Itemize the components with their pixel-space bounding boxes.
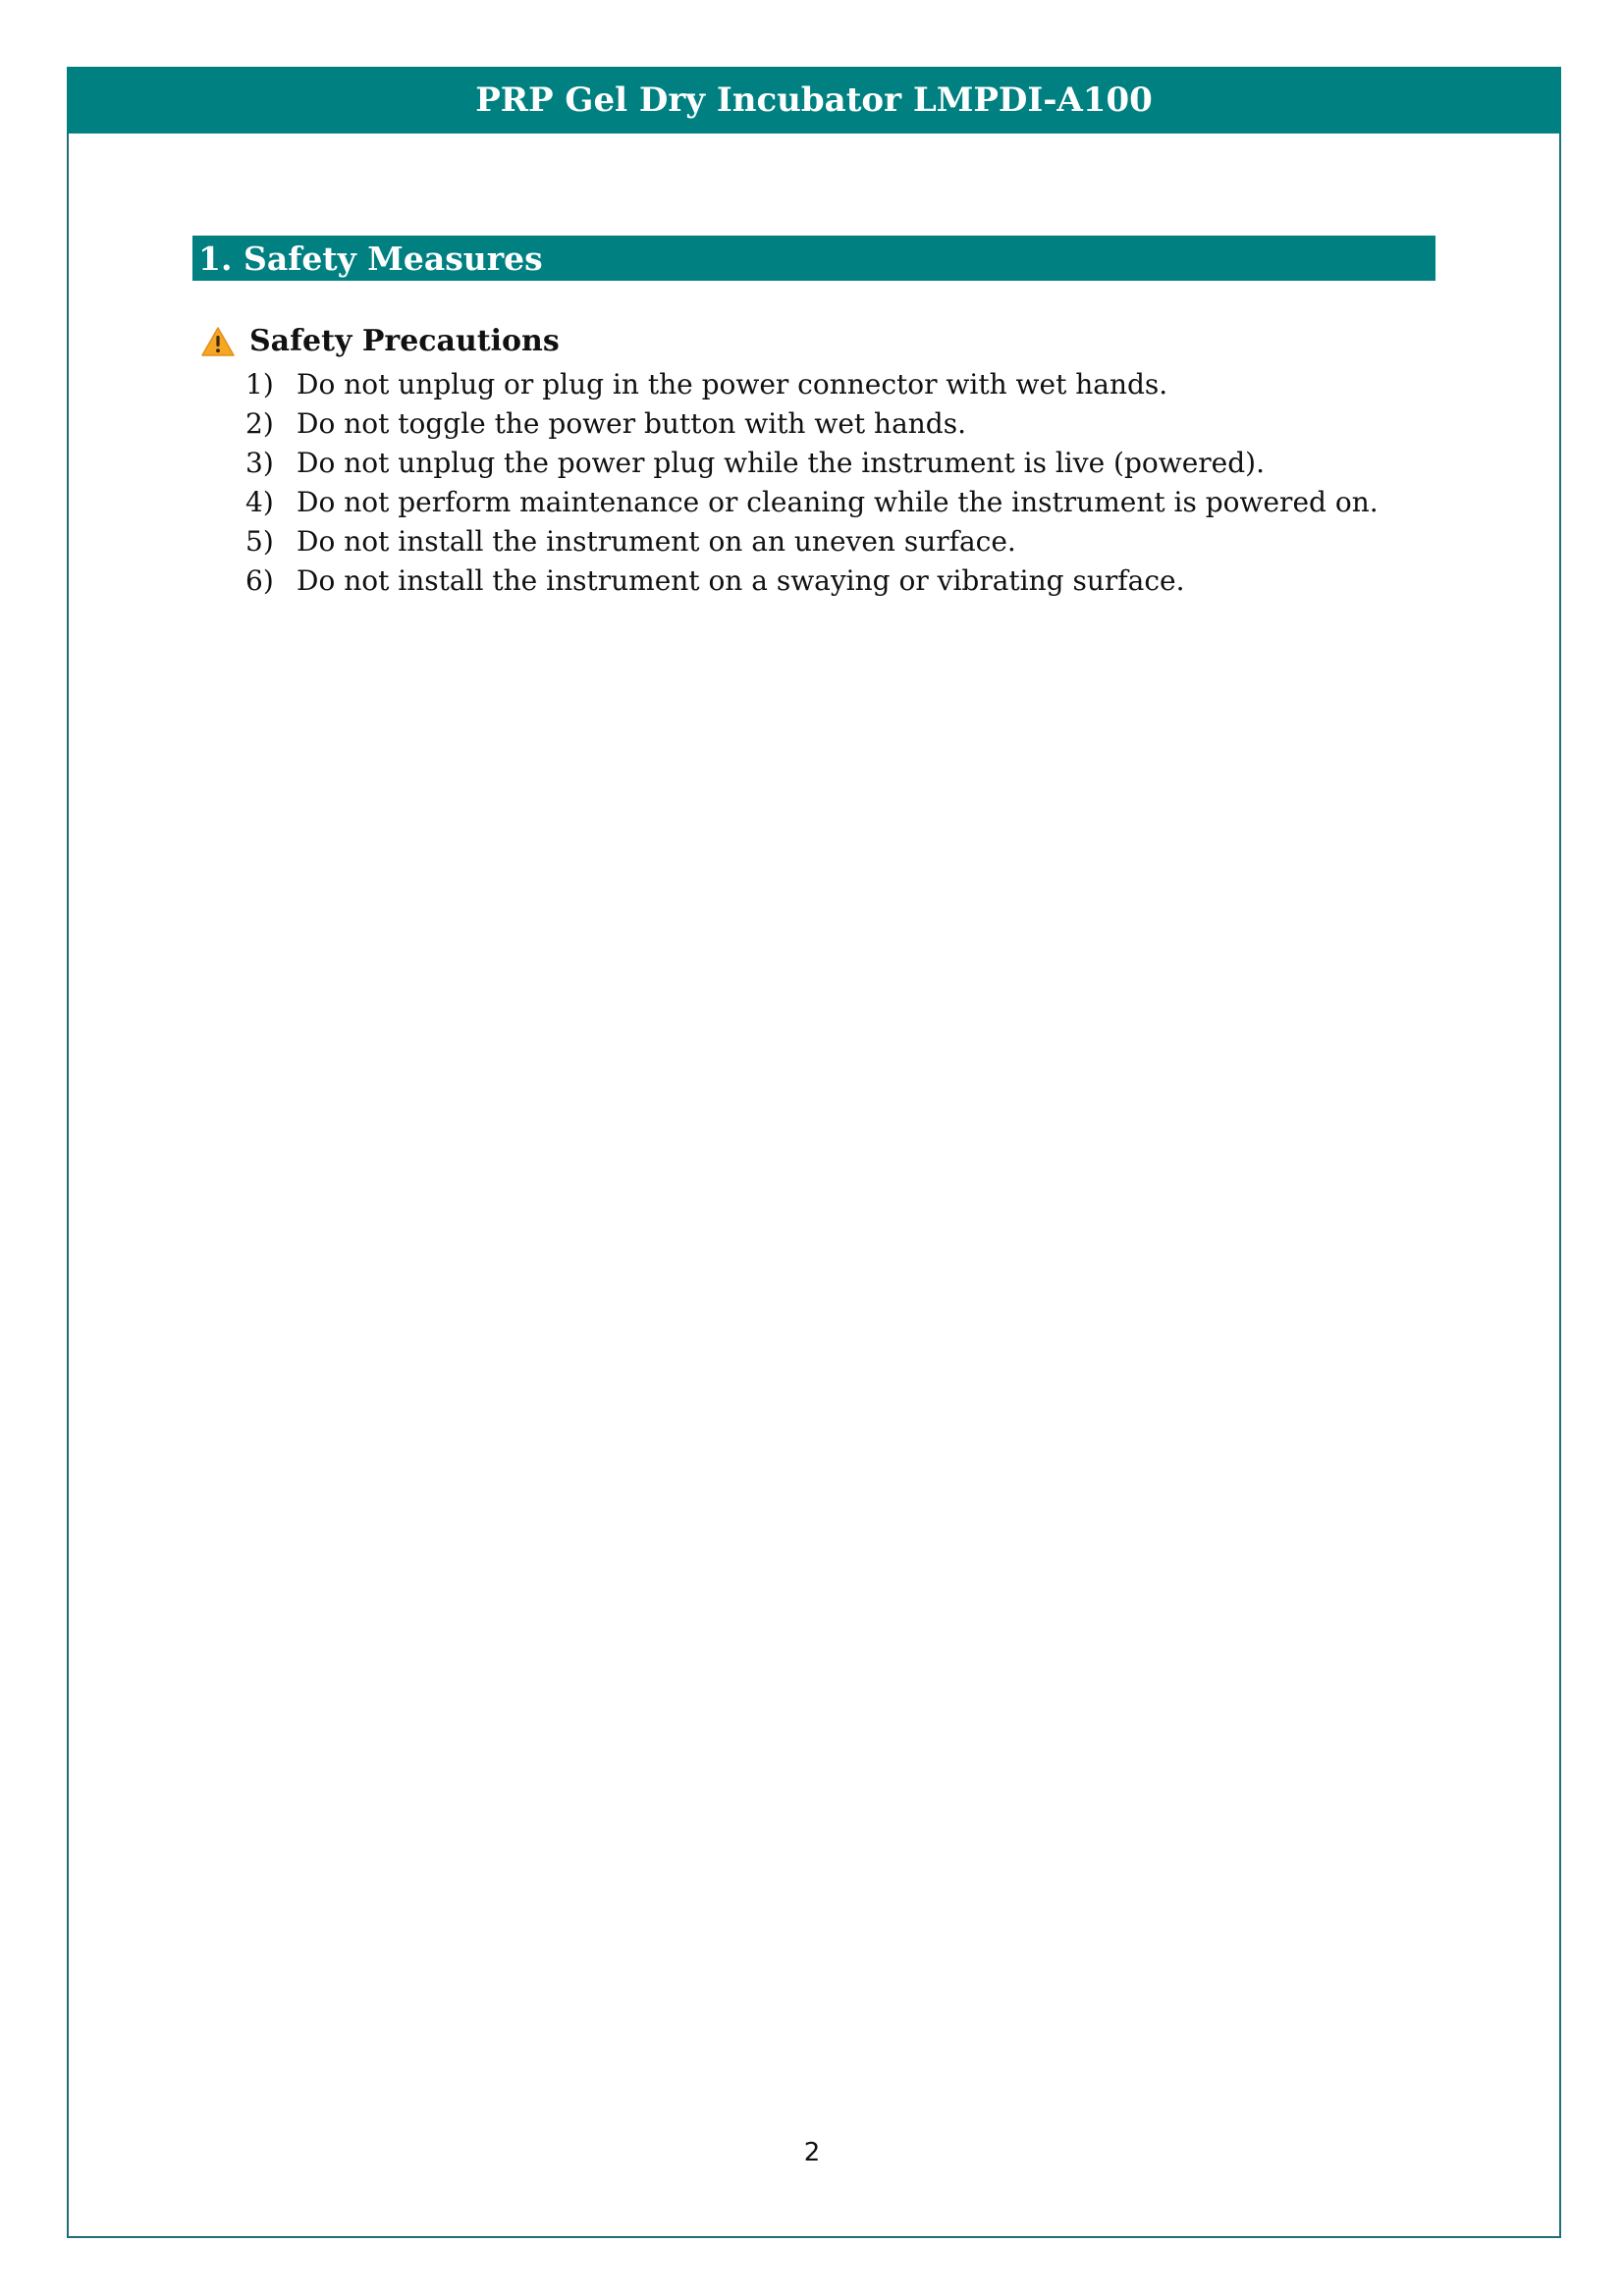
- list-item-number: 6): [245, 564, 274, 597]
- list-item-text: Do not unplug the power plug while the instrument is live (powered).: [297, 447, 1265, 479]
- section-title: Safety Measures: [244, 239, 543, 278]
- document-title: PRP Gel Dry Incubator LMPDI-A100: [475, 80, 1153, 120]
- list-item: [245, 365, 1379, 404]
- list-item-text: Do not unplug or plug in the power connector with wet hands.: [297, 368, 1168, 400]
- list-item: [245, 444, 1379, 483]
- list-item: [245, 404, 1379, 444]
- list-item-number: 2): [245, 407, 274, 440]
- page-number: 2: [803, 2138, 821, 2167]
- list-item: [245, 483, 1379, 522]
- section-heading: [192, 236, 1435, 281]
- subsection-heading: [200, 324, 560, 358]
- list-item: [245, 561, 1379, 601]
- list-item-text: Do not install the instrument on a swaying or vibrating surface.: [297, 564, 1185, 597]
- list-item-text: Do not toggle the power button with wet hands.: [297, 407, 966, 440]
- list-item-number: 1): [245, 368, 274, 400]
- list-item-number: 3): [245, 447, 274, 479]
- list-item-number: 4): [245, 486, 274, 518]
- list-item-text: Do not perform maintenance or cleaning while the instrument is powered on.: [297, 486, 1379, 518]
- list-item-text: Do not install the instrument on an uneven surface.: [297, 525, 1016, 558]
- document-header: [67, 67, 1561, 133]
- list-item: [245, 522, 1379, 561]
- section-number: 1.: [198, 239, 233, 278]
- list-item-number: 5): [245, 525, 274, 558]
- precaution-list: [245, 365, 1379, 601]
- subsection-title: Safety Precautions: [249, 324, 560, 358]
- warning-icon: [200, 326, 236, 357]
